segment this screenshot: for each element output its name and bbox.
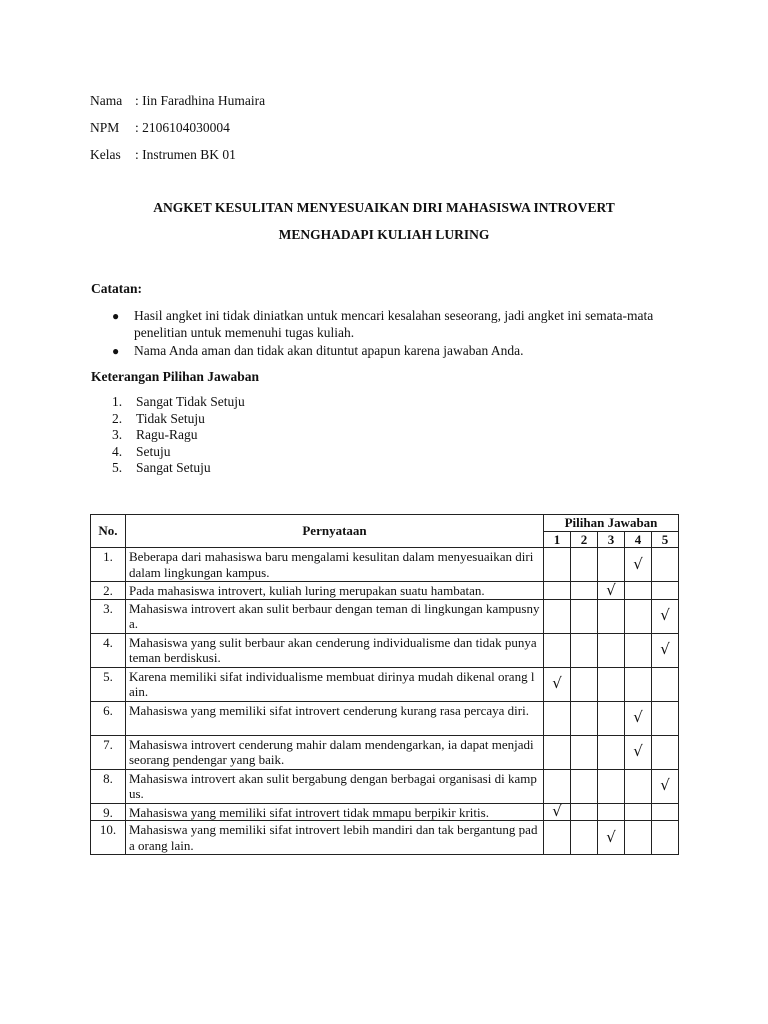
answer-cell-3 [598,548,625,582]
check-mark-icon: √ [606,580,616,599]
legend-item: 2. Tidak Setuju [112,410,205,426]
answer-cell-1 [544,582,571,600]
row-statement: Pada mahasiswa introvert, kuliah luring merupakan suatu hambatan. [126,582,544,600]
answer-cell-3 [598,803,625,821]
answer-cell-1 [544,599,571,633]
answer-cell-2 [571,735,598,769]
answer-cell-2 [571,548,598,582]
row-number: 1. [91,548,126,582]
choice-number-header: 4 [625,531,652,548]
row-number: 8. [91,769,126,803]
class-label: Kelas [90,147,121,162]
answer-cell-2 [571,821,598,855]
note-text: Nama Anda aman dan tidak akan dituntut apapun karena jawaban Anda. [134,343,524,358]
answer-cell-2 [571,803,598,821]
answer-cell-1 [544,633,571,667]
answer-cell-3 [598,735,625,769]
bullet-icon: ● [112,309,120,323]
answer-cell-5 [652,821,679,855]
class-field [90,145,236,165]
answer-cell-4 [625,701,652,735]
note-item [90,342,690,359]
row-statement: Karena memiliki sifat individualisme membuat dirinya mudah dikenal orang lain. [126,667,544,701]
npm-value: : 2106104030004 [135,120,230,135]
row-statement: Mahasiswa yang memiliki sifat introvert lebih mandiri dan tak bergantung pada orang lain. [126,821,544,855]
table-row [91,599,679,633]
answer-cell-5 [652,582,679,600]
row-number: 6. [91,701,126,735]
answer-cell-5 [652,769,679,803]
row-statement: Mahasiswa yang memiliki sifat introvert cenderung kurang rasa percaya diri. [126,701,544,735]
answer-cell-3 [598,633,625,667]
choice-number-header: 3 [598,531,625,548]
answer-cell-4 [625,548,652,582]
row-statement: Mahasiswa introvert akan sulit berbaur dengan teman di lingkungan kampusnya. [126,599,544,633]
note-item [90,307,690,341]
bullet-icon: ● [112,344,120,358]
column-header-statement: Pernyataan [126,515,544,548]
table-row [91,582,679,600]
choice-number-header: 5 [652,531,679,548]
table-row [91,548,679,582]
answer-cell-3 [598,821,625,855]
notes-list [90,307,690,360]
check-mark-icon: √ [606,827,616,846]
answer-cell-2 [571,599,598,633]
answer-cell-4 [625,599,652,633]
table-row [91,633,679,667]
row-number: 5. [91,667,126,701]
notes-heading: Catatan: [91,281,142,296]
answer-cell-2 [571,701,598,735]
legend-item: 5. Sangat Setuju [112,460,211,475]
check-mark-icon: √ [552,802,562,820]
answer-cell-5 [652,599,679,633]
answer-cell-4 [625,769,652,803]
answer-cell-5 [652,701,679,735]
answer-cell-4 [625,667,652,701]
answer-cell-1 [544,548,571,582]
answer-cell-3 [598,769,625,803]
row-number: 10. [91,821,126,855]
name-field [90,91,265,111]
legend-item: 3. Ragu-Ragu [112,427,198,442]
answer-cell-3 [598,667,625,701]
check-mark-icon: √ [660,606,670,625]
answer-cell-4 [625,633,652,667]
row-number: 4. [91,633,126,667]
row-statement: Mahasiswa yang sulit berbaur akan cenderung individualisme dan tidak punya teman berdiskusi. [126,633,544,667]
row-number: 3. [91,599,126,633]
legend-heading: Keterangan Pilihan Jawaban [91,369,260,384]
answer-cell-3 [598,599,625,633]
table-row [91,769,679,803]
answer-cell-2 [571,582,598,600]
row-statement: Mahasiswa introvert akan sulit bergabung dengan berbagai organisasi di kampus. [126,769,544,803]
survey-table [90,514,679,855]
check-mark-icon: √ [633,554,643,573]
note-text: Hasil angket ini tidak diniatkan untuk mencari kesalahan seseorang, jadi angket ini semata-mata penelitian untuk memenuhi tugas kuliah. [134,308,654,340]
name-label: Nama [90,93,123,108]
row-statement: Beberapa dari mahasiswa baru mengalami kesulitan dalam menyesuaikan diri dalam lingkungan kampus. [126,548,544,582]
answer-cell-3 [598,582,625,600]
row-number: 9. [91,803,126,821]
answer-cell-3 [598,701,625,735]
check-mark-icon: √ [660,776,670,795]
survey-table-body [91,548,679,855]
answer-cell-1 [544,667,571,701]
answer-cell-4 [625,735,652,769]
row-statement: Mahasiswa yang memiliki sifat introvert tidak mmapu berpikir kritis. [126,803,544,821]
npm-label: NPM [90,120,120,135]
answer-cell-5 [652,633,679,667]
row-number: 7. [91,735,126,769]
answer-cell-1 [544,803,571,821]
class-value: : Instrumen BK 01 [135,147,236,162]
legend-list [90,394,245,477]
document-title-line-2: MENGHADAPI KULIAH LURING [278,227,490,242]
npm-field [90,118,230,138]
answer-cell-2 [571,769,598,803]
answer-cell-5 [652,735,679,769]
legend-item: 4. Setuju [112,443,171,459]
answer-cell-4 [625,582,652,600]
document-title-line-1: ANGKET KESULITAN MENYESUAIKAN DIRI MAHASISWA INTROVERT [153,200,615,215]
answer-cell-1 [544,821,571,855]
column-header-no: No. [91,515,126,548]
answer-cell-1 [544,769,571,803]
column-header-choices: Pilihan Jawaban [544,515,679,532]
check-mark-icon: √ [633,708,643,727]
answer-cell-2 [571,667,598,701]
choice-number-header: 1 [544,531,571,548]
table-row [91,667,679,701]
answer-cell-1 [544,701,571,735]
answer-cell-5 [652,667,679,701]
check-mark-icon: √ [633,742,643,761]
answer-cell-1 [544,735,571,769]
table-row [91,803,679,821]
legend-item: 1. Sangat Tidak Setuju [112,394,245,409]
check-mark-icon: √ [660,640,670,659]
row-statement: Mahasiswa introvert cenderung mahir dalam mendengarkan, ia dapat menjadi seorang pendengar yang baik. [126,735,544,769]
choice-number-header: 2 [571,531,598,548]
row-number: 2. [91,582,126,600]
answer-cell-5 [652,548,679,582]
answer-cell-5 [652,803,679,821]
answer-cell-4 [625,821,652,855]
table-row [91,821,679,855]
check-mark-icon: √ [552,674,562,693]
table-row [91,701,679,735]
answer-cell-4 [625,803,652,821]
table-row [91,735,679,769]
answer-cell-2 [571,633,598,667]
name-value: : Iin Faradhina Humaira [135,93,266,108]
